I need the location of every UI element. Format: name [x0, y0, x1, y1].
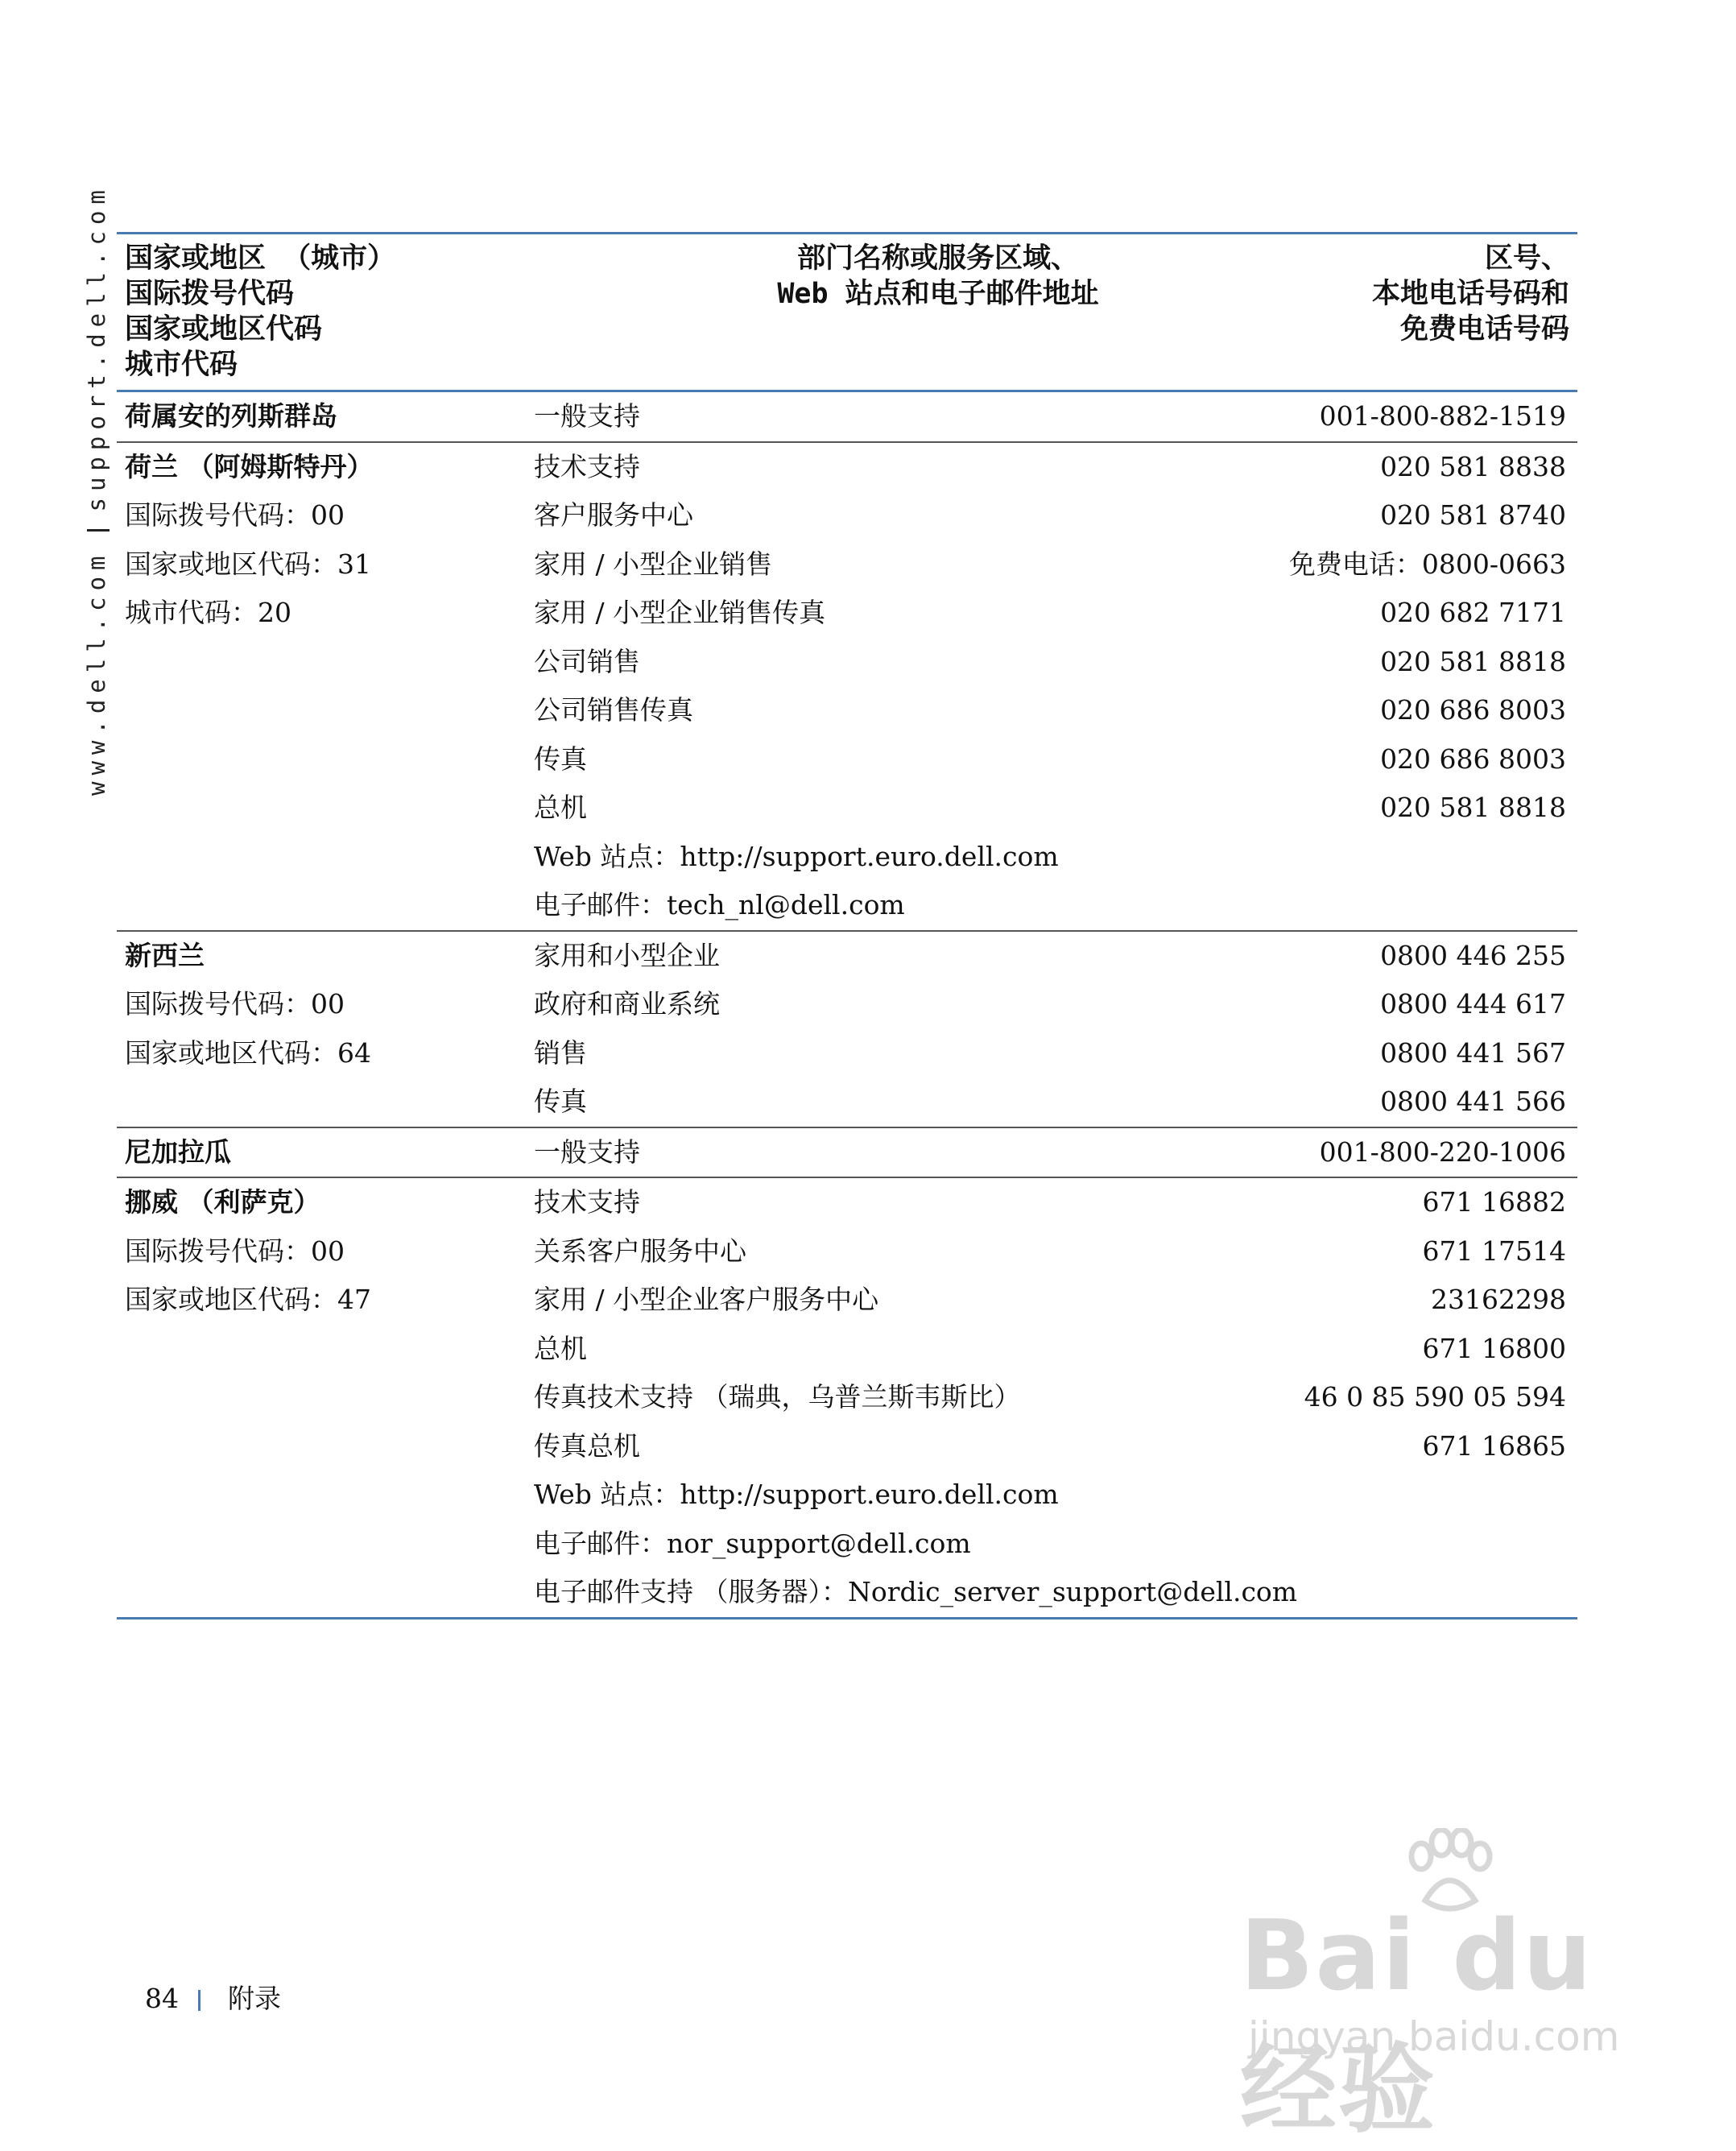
table-row	[117, 784, 1577, 833]
department-cell: 家用 / 小型企业客户服务中心	[534, 1284, 879, 1315]
department-cell: Web 站点：http://support.euro.dell.com	[534, 1479, 1059, 1510]
department-cell: 一般支持	[534, 400, 640, 432]
department-cell: 电子邮件：nor_support@dell.com	[534, 1527, 971, 1559]
header-line: 部门名称或服务区域、	[796, 242, 1079, 275]
department-cell: 政府和商业系统	[534, 988, 720, 1020]
table-row	[117, 443, 1577, 492]
country-cell: 国际拨号代码：00	[125, 1235, 345, 1267]
phone-cell: 46 0 85 590 05 594	[1304, 1381, 1566, 1413]
department-cell: 公司销售传真	[534, 694, 693, 726]
phone-cell: 23162298	[1431, 1284, 1566, 1315]
header-line: 城市代码	[125, 349, 238, 381]
country-cell: 国际拨号代码：00	[125, 988, 345, 1020]
country-cell: 国家或地区代码：64	[125, 1036, 371, 1069]
department-cell: 传真	[534, 743, 587, 775]
country-cell: 国家或地区代码：31	[125, 548, 371, 580]
country-cell: 国家或地区代码：47	[125, 1284, 371, 1315]
header-line: 区号、	[1484, 242, 1569, 275]
table-row	[117, 980, 1577, 1029]
page-number: 84	[145, 1983, 179, 2014]
header-col-country	[125, 241, 395, 383]
watermark	[1240, 1828, 1643, 2146]
table-bottom-rule	[117, 1617, 1577, 1619]
phone-cell: 671 16800	[1422, 1332, 1566, 1364]
phone-cell: 0800 441 567	[1380, 1036, 1566, 1069]
side-url-right: support.dell.com	[83, 184, 110, 512]
table-row	[117, 1471, 1577, 1520]
country-group	[117, 443, 1577, 930]
phone-cell: 020 682 7171	[1380, 597, 1566, 628]
phone-cell: 001-800-882-1519	[1319, 400, 1566, 432]
department-cell: 电子邮件支持 （服务器）：Nordic_server_support@dell.com	[534, 1576, 1298, 1607]
header-col-department	[584, 241, 1292, 312]
department-cell: 传真	[534, 1086, 587, 1117]
header-line: 国家或地区 （城市）	[125, 242, 396, 275]
table-row	[117, 1078, 1577, 1127]
phone-cell: 0800 444 617	[1380, 988, 1566, 1020]
table-row	[117, 1227, 1577, 1276]
country-cell: 城市代码：20	[125, 597, 291, 628]
phone-cell: 020 581 8838	[1380, 450, 1566, 482]
table-row	[117, 735, 1577, 784]
table-row	[117, 1373, 1577, 1422]
phone-cell: 671 17514	[1422, 1235, 1566, 1267]
header-line: 国际拨号代码	[125, 278, 295, 310]
department-cell: 家用和小型企业	[534, 939, 720, 971]
table-row	[117, 1568, 1577, 1617]
phone-cell: 020 686 8003	[1380, 743, 1566, 775]
department-cell: Web 站点：http://support.euro.dell.com	[534, 840, 1059, 872]
department-cell: 一般支持	[534, 1135, 640, 1168]
side-url-left: www.dell.com	[83, 549, 110, 796]
header-line: 国家或地区代码	[125, 313, 323, 345]
country-cell: 新西兰	[125, 939, 205, 971]
department-cell: 传真技术支持 （瑞典，乌普兰斯韦斯比）	[534, 1381, 1021, 1413]
department-cell: 技术支持	[534, 450, 640, 482]
country-cell: 尼加拉瓜	[125, 1135, 231, 1168]
department-cell: 公司销售	[534, 645, 640, 677]
header-line: 本地电话号码和	[1371, 278, 1569, 310]
department-cell: 关系客户服务中心	[534, 1235, 746, 1267]
table-row	[117, 1325, 1577, 1374]
department-cell: 技术支持	[534, 1186, 640, 1218]
table-row	[117, 833, 1577, 882]
watermark-brand: Bai du 经验	[1240, 1901, 1593, 2146]
department-cell: 家用 / 小型企业销售传真	[534, 597, 826, 628]
table-row	[117, 638, 1577, 687]
table-row	[117, 1422, 1577, 1471]
country-group	[117, 1128, 1577, 1177]
table-row	[117, 392, 1577, 441]
table-row	[117, 686, 1577, 735]
side-url	[81, 184, 113, 796]
department-cell: 客户服务中心	[534, 499, 693, 531]
phone-cell: 671 16882	[1422, 1186, 1566, 1218]
table-row	[117, 1029, 1577, 1078]
table-row	[117, 932, 1577, 981]
phone-cell: 020 686 8003	[1380, 694, 1566, 726]
table-header	[117, 234, 1577, 390]
table-row	[117, 491, 1577, 540]
table-body	[117, 392, 1577, 1617]
table-row	[117, 1128, 1577, 1177]
watermark-url: jingyan.baidu.com	[1248, 2013, 1620, 2060]
table-row	[117, 540, 1577, 589]
phone-cell: 001-800-220-1006	[1319, 1135, 1566, 1168]
header-line: Web 站点和电子邮件地址	[777, 278, 1099, 310]
department-cell: 传真总机	[534, 1429, 640, 1462]
phone-cell: 671 16865	[1422, 1429, 1566, 1462]
header-col-phone	[1372, 241, 1569, 347]
department-cell: 销售	[534, 1036, 587, 1069]
contact-table	[117, 232, 1577, 1619]
department-cell: 家用 / 小型企业销售	[534, 548, 773, 580]
phone-cell: 0800 441 566	[1380, 1086, 1566, 1117]
phone-cell: 020 581 8818	[1380, 645, 1566, 677]
table-row	[117, 1276, 1577, 1325]
country-cell: 荷属安的列斯群岛	[125, 400, 337, 432]
page-footer	[145, 1981, 281, 2017]
side-url-separator	[87, 529, 110, 532]
footer-separator	[198, 1990, 200, 2011]
phone-cell: 免费电话：0800-0663	[1288, 548, 1566, 580]
table-row	[117, 589, 1577, 638]
phone-cell: 020 581 8818	[1380, 792, 1566, 823]
department-cell: 电子邮件：tech_nl@dell.com	[534, 889, 905, 920]
header-line: 免费电话号码	[1399, 313, 1569, 345]
table-row	[117, 1520, 1577, 1569]
department-cell: 总机	[534, 1332, 587, 1364]
section-title: 附录	[228, 1983, 281, 2014]
country-group	[117, 932, 1577, 1127]
country-group	[117, 1178, 1577, 1617]
country-cell: 国际拨号代码：00	[125, 499, 345, 531]
country-cell: 荷兰 （阿姆斯特丹）	[125, 450, 374, 482]
table-row	[117, 1178, 1577, 1227]
country-cell: 挪威 （利萨克）	[125, 1186, 320, 1218]
department-cell: 总机	[534, 792, 587, 823]
table-row	[117, 881, 1577, 930]
country-group	[117, 392, 1577, 441]
phone-cell: 0800 446 255	[1380, 939, 1566, 971]
phone-cell: 020 581 8740	[1380, 499, 1566, 531]
